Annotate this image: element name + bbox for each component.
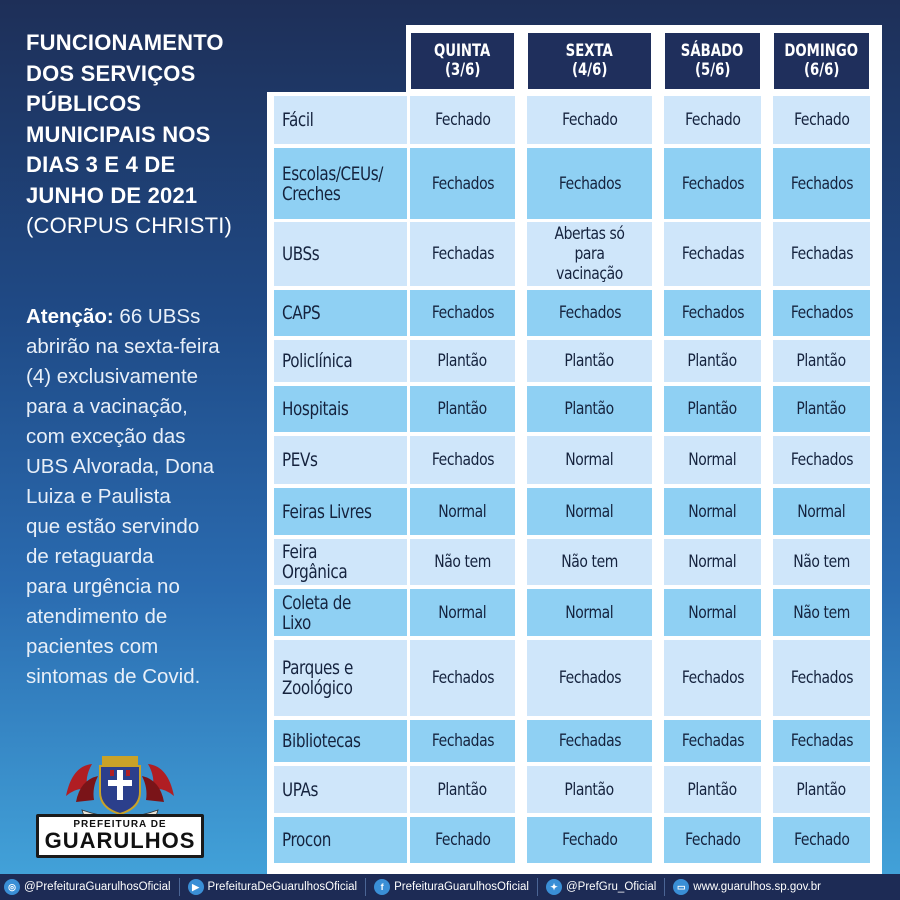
status-text: Plantão [437, 399, 488, 419]
footer-link-text: www.guarulhos.sp.gov.br [693, 881, 821, 893]
column-day: SÁBADO [681, 41, 744, 61]
status-cell [664, 488, 761, 535]
instagram-icon: ◎ [4, 879, 20, 895]
logo-plate [36, 814, 204, 858]
row-label-text: UPAs [282, 778, 319, 801]
status-cell [773, 148, 870, 219]
page-title [26, 28, 266, 242]
column-date: (3/6) [444, 60, 481, 80]
logo-line2: GUARULHOS [44, 828, 196, 853]
status-text: Fechado [684, 110, 741, 130]
status-cell [527, 148, 652, 219]
footer-divider [537, 878, 538, 896]
status-text: Não tem [434, 552, 491, 572]
status-cell [527, 589, 652, 636]
logo-line1: PREFEITURA DE [73, 819, 167, 830]
footer-divider [664, 878, 665, 896]
website-icon: ▭ [673, 879, 689, 895]
row-label [274, 436, 407, 484]
status-text: Normal [438, 602, 487, 623]
status-text: Normal [688, 501, 737, 522]
row-label [274, 488, 407, 535]
status-cell [527, 340, 652, 382]
column-day: QUINTA [434, 41, 491, 61]
column-header [411, 33, 514, 89]
status-text: Fechadas [681, 244, 744, 264]
guarulhos-logo [36, 756, 204, 860]
status-text: Fechados [790, 173, 853, 194]
status-cell [664, 386, 761, 432]
row-label-text: Bibliotecas [282, 730, 361, 752]
status-cell [773, 488, 870, 535]
attention-line: 66 UBSs [113, 305, 201, 328]
attention-line: para a vacinação, [26, 395, 188, 418]
youtube-icon: ▶ [188, 879, 204, 895]
status-text: Não tem [793, 552, 850, 572]
status-cell [410, 720, 515, 762]
status-text: Plantão [796, 779, 847, 800]
attention-line: de retaguarda [26, 545, 154, 568]
status-cell [773, 817, 870, 863]
status-cell [527, 290, 652, 336]
status-cell [527, 720, 652, 762]
status-text: Fechado [561, 110, 618, 130]
row-label-text: Fácil [282, 109, 314, 131]
row-label [274, 96, 407, 144]
column-date: (6/6) [803, 60, 840, 80]
attention-note [26, 302, 266, 692]
row-label [274, 340, 407, 382]
row-label-text: Coleta de Lixo [282, 591, 351, 634]
attention-line: UBS Alvorada, Dona [26, 455, 215, 478]
status-cell [664, 817, 761, 863]
attention-line: Luiza e Paulista [26, 485, 171, 508]
attention-line: abrirão na sexta-feira [26, 335, 220, 358]
status-text: Fechado [434, 110, 491, 130]
status-cell [410, 148, 515, 219]
status-text: Fechados [681, 303, 744, 323]
status-cell [664, 436, 761, 484]
footer-link-text: @PrefeituraGuarulhosOficial [24, 881, 171, 893]
row-label [274, 640, 407, 716]
status-cell [410, 640, 515, 716]
status-cell [773, 96, 870, 144]
twitter-icon: ✦ [546, 879, 562, 895]
status-cell [527, 640, 652, 716]
status-text: Normal [688, 450, 737, 470]
status-cell [410, 589, 515, 636]
coat-of-arms-icon [62, 756, 178, 820]
column-header [774, 33, 869, 89]
status-cell [773, 720, 870, 762]
row-label-text: Feiras Livres [282, 500, 372, 523]
status-cell [410, 436, 515, 484]
title-line: DIAS 3 E 4 DE [26, 152, 176, 177]
status-text: Fechado [434, 830, 491, 850]
row-label-text: Feira Orgânica [282, 541, 348, 583]
status-text: Plantão [687, 779, 738, 800]
status-cell [410, 222, 515, 286]
status-text: Normal [688, 602, 737, 623]
status-cell [773, 290, 870, 336]
status-cell [773, 539, 870, 585]
status-cell [773, 436, 870, 484]
status-text: Normal [565, 450, 614, 470]
status-text: Fechados [431, 450, 494, 470]
row-label-text: Policlínica [282, 350, 353, 372]
status-cell [664, 290, 761, 336]
status-text: Fechados [431, 668, 494, 688]
title-line: FUNCIONAMENTO [26, 30, 224, 55]
status-cell [410, 539, 515, 585]
status-cell [410, 817, 515, 863]
status-text: Não tem [793, 602, 850, 623]
footer-link[interactable] [188, 879, 358, 895]
status-text: Normal [688, 552, 737, 572]
status-text: Fechadas [790, 244, 853, 264]
footer-link-text: PrefeituraDeGuarulhosOficial [207, 881, 358, 893]
status-cell [664, 720, 761, 762]
column-day: SEXTA [565, 41, 614, 61]
status-text: Plantão [437, 351, 488, 371]
footer-divider [365, 878, 366, 896]
row-label-text: Parques e [282, 657, 353, 679]
status-cell [527, 539, 652, 585]
status-cell [527, 436, 652, 484]
status-text: Fechadas [681, 731, 744, 751]
footer-link-text: @PrefGru_Oficial [566, 881, 657, 893]
status-cell [527, 386, 652, 432]
status-text: Fechados [790, 303, 853, 323]
status-text: Normal [438, 501, 487, 522]
title-line: DOS SERVIÇOS [26, 60, 196, 86]
status-cell [664, 766, 761, 813]
title-line: MUNICIPAIS NOS [26, 121, 211, 147]
attention-line: sintomas de Covid. [26, 665, 201, 688]
status-text: Fechados [790, 668, 853, 688]
status-cell [527, 222, 652, 286]
status-text: Fechados [681, 173, 744, 194]
status-cell [773, 640, 870, 716]
title-line: PÚBLICOS [26, 91, 142, 116]
row-label [274, 148, 407, 219]
status-text: Plantão [687, 351, 738, 371]
status-text: Fechado [561, 830, 618, 850]
row-label-text: UBSs [282, 243, 320, 265]
status-cell [527, 766, 652, 813]
status-text: Fechado [793, 830, 850, 850]
status-text: Fechados [431, 303, 494, 323]
status-text: Fechadas [431, 731, 494, 751]
column-header [528, 33, 651, 89]
status-text: Plantão [437, 779, 488, 800]
status-text: Plantão [564, 351, 615, 371]
row-label-text: CAPS [282, 302, 321, 324]
row-label [274, 589, 407, 636]
status-text: Normal [797, 501, 846, 522]
status-text: Fechadas [558, 731, 621, 751]
row-label [274, 290, 407, 336]
status-text: Fechado [793, 110, 850, 130]
status-cell [664, 539, 761, 585]
status-text: Fechadas [790, 731, 853, 751]
status-text: Plantão [564, 779, 615, 800]
status-text: Normal [565, 602, 614, 623]
status-cell [664, 222, 761, 286]
status-text: Fechados [431, 173, 494, 194]
attention-first-line [26, 302, 266, 332]
social-footer [0, 874, 900, 900]
column-header [665, 33, 760, 89]
attention-label: Atenção: [26, 305, 114, 328]
row-label [274, 817, 407, 863]
status-text: Fechado [684, 830, 741, 850]
footer-link[interactable] [673, 879, 821, 895]
footer-link[interactable] [546, 879, 656, 895]
status-cell [410, 766, 515, 813]
title-line: JUNHO DE 2021 [26, 182, 198, 208]
status-cell [410, 340, 515, 382]
status-text: Fechados [558, 303, 621, 323]
row-label [274, 720, 407, 762]
footer-link-text: PrefeituraGuarulhosOficial [394, 881, 529, 893]
status-cell [664, 640, 761, 716]
status-cell [664, 96, 761, 144]
attention-line: que estão servindo [26, 515, 200, 538]
attention-line: para urgência no [26, 575, 180, 598]
status-cell [410, 386, 515, 432]
status-text: Plantão [564, 399, 615, 419]
status-cell [773, 386, 870, 432]
status-text: Fechados [790, 450, 853, 470]
row-label-text: Hospitais [282, 398, 349, 420]
status-text: Fechadas [431, 244, 494, 264]
status-text: Abertas só para vacinação [554, 224, 625, 284]
status-cell [664, 589, 761, 636]
row-label [274, 386, 407, 432]
status-cell [773, 222, 870, 286]
row-label [274, 222, 407, 286]
row-label-text: Escolas/CEUs/ [282, 162, 383, 185]
row-label-text: Creches [282, 182, 341, 205]
status-cell [410, 488, 515, 535]
column-date: (4/6) [571, 60, 608, 80]
row-label [274, 766, 407, 813]
attention-line: (4) exclusivamente [26, 365, 199, 388]
status-text: Não tem [561, 552, 618, 572]
status-cell [527, 488, 652, 535]
status-cell [773, 766, 870, 813]
status-cell [527, 96, 652, 144]
row-label-text: Procon [282, 829, 332, 851]
title-subtitle: (CORPUS CHRISTI) [26, 213, 233, 238]
attention-line: com exceção das [26, 425, 186, 448]
facebook-icon: f [374, 879, 390, 895]
column-date: (5/6) [694, 60, 731, 80]
status-text: Plantão [687, 399, 738, 419]
footer-divider [179, 878, 180, 896]
status-text: Fechados [558, 173, 621, 194]
status-cell [773, 589, 870, 636]
status-cell [410, 96, 515, 144]
column-day: DOMINGO [784, 41, 859, 61]
status-cell [664, 148, 761, 219]
status-cell [664, 340, 761, 382]
status-cell [773, 340, 870, 382]
status-text: Fechados [558, 668, 621, 688]
row-label-text: PEVs [282, 449, 318, 471]
status-text: Normal [565, 501, 614, 522]
status-cell [410, 290, 515, 336]
status-text: Plantão [796, 351, 847, 371]
attention-line: pacientes com [26, 635, 159, 658]
row-label-text: Zoológico [282, 677, 353, 699]
attention-line: atendimento de [26, 605, 168, 628]
status-text: Plantão [796, 399, 847, 419]
row-label [274, 539, 407, 585]
footer-link[interactable] [4, 879, 171, 895]
status-text: Fechados [681, 668, 744, 688]
footer-link[interactable] [374, 879, 529, 895]
status-cell [527, 817, 652, 863]
